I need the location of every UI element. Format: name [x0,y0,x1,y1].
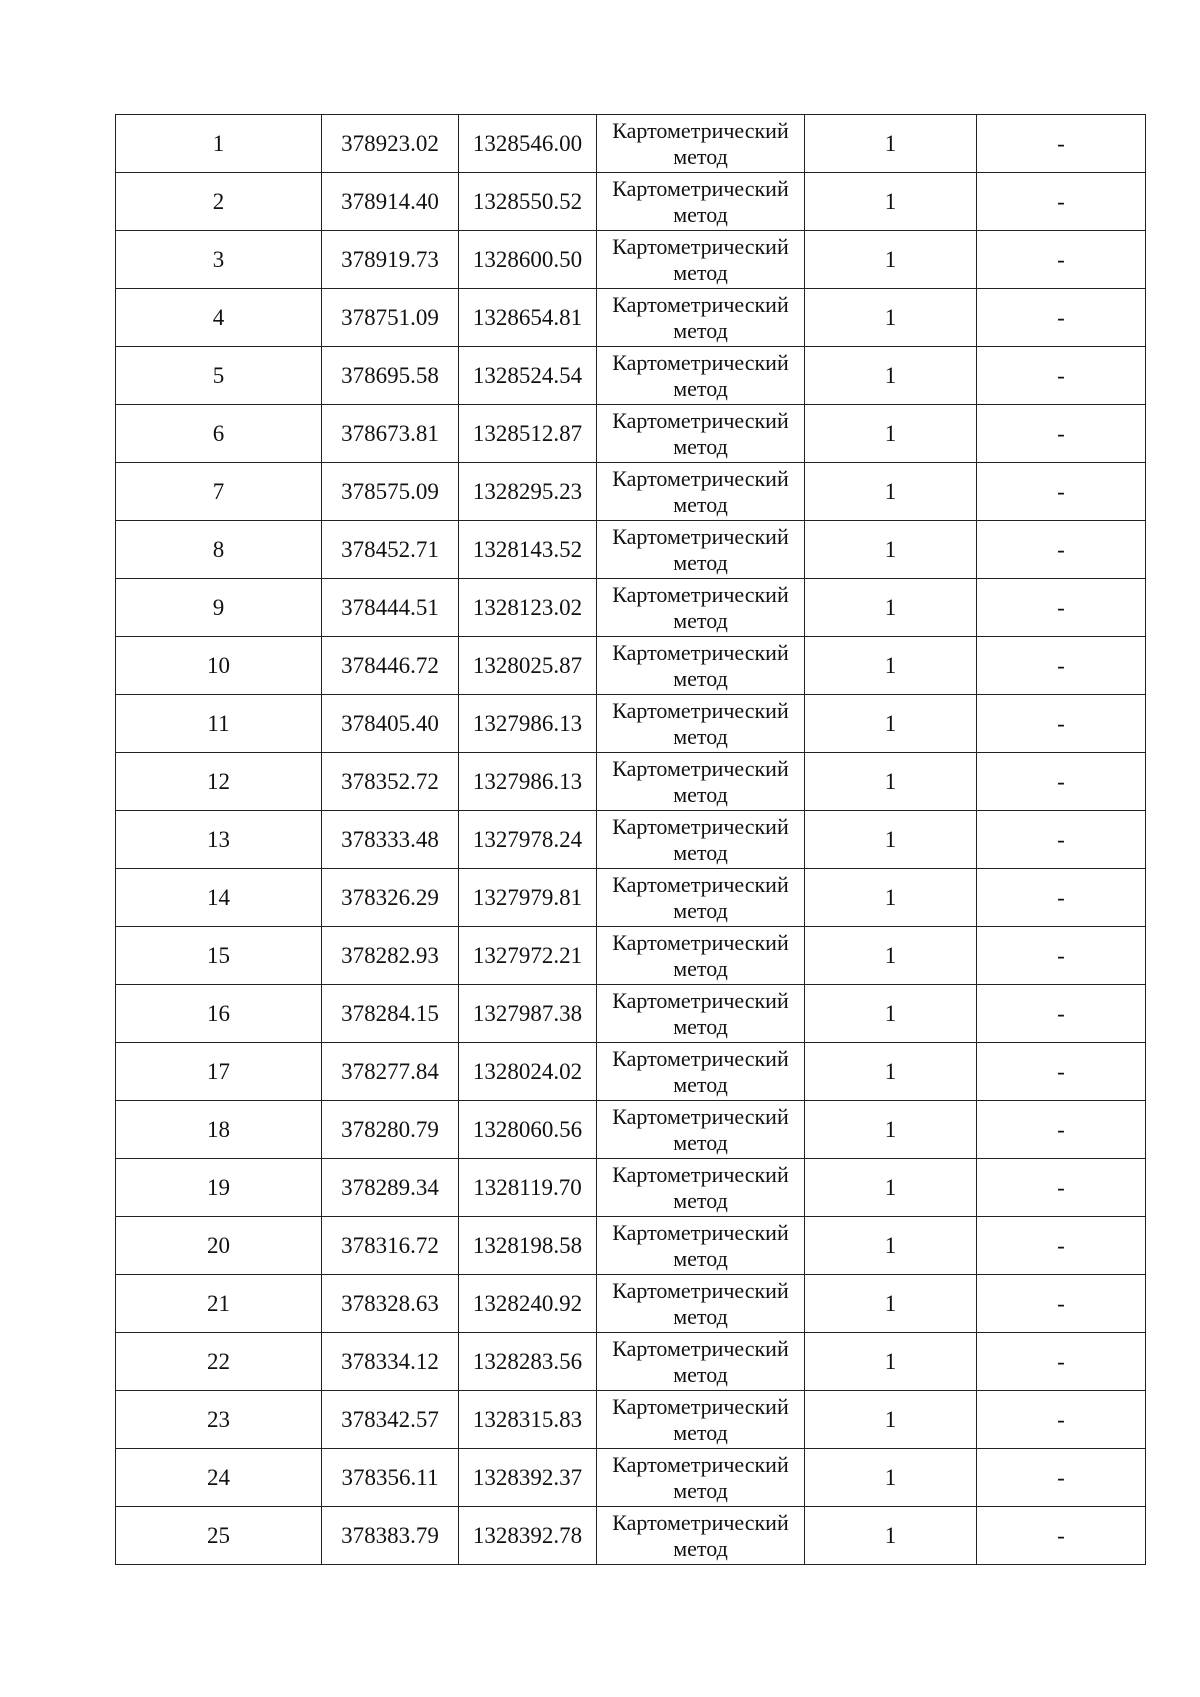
method-cell [597,637,805,695]
accuracy-cell: 1 [805,231,977,289]
note-cell: - [977,695,1146,753]
y-coordinate-cell: 1328295.23 [459,463,597,521]
table-row [116,463,1146,521]
accuracy-cell: 1 [805,1159,977,1217]
point-number-cell: 2 [116,173,322,231]
note-cell: - [977,579,1146,637]
point-number-cell: 24 [116,1449,322,1507]
point-number-cell: 7 [116,463,322,521]
accuracy-cell: 1 [805,115,977,173]
method-line-1: Картометрический [612,755,789,781]
method-cell [597,173,805,231]
table-row [116,1217,1146,1275]
note-cell: - [977,1217,1146,1275]
point-number-cell: 13 [116,811,322,869]
accuracy-cell: 1 [805,463,977,521]
point-number-cell: 10 [116,637,322,695]
x-coordinate-cell: 378342.57 [322,1391,459,1449]
x-coordinate-cell: 378356.11 [322,1449,459,1507]
x-coordinate-cell: 378923.02 [322,115,459,173]
point-number-cell: 1 [116,115,322,173]
x-coordinate-cell: 378405.40 [322,695,459,753]
method-line-1: Картометрический [612,1219,789,1245]
y-coordinate-cell: 1328392.37 [459,1449,597,1507]
accuracy-cell: 1 [805,1043,977,1101]
y-coordinate-cell: 1328198.58 [459,1217,597,1275]
point-number-cell: 9 [116,579,322,637]
note-cell: - [977,927,1146,985]
y-coordinate-cell: 1328512.87 [459,405,597,463]
method-line-1: Картометрический [612,1509,789,1535]
note-cell: - [977,173,1146,231]
note-cell: - [977,231,1146,289]
method-line-2: метод [673,665,728,691]
method-line-2: метод [673,549,728,575]
y-coordinate-cell: 1328060.56 [459,1101,597,1159]
method-line-2: метод [673,1361,728,1387]
accuracy-cell: 1 [805,811,977,869]
table-row [116,1449,1146,1507]
point-number-cell: 6 [116,405,322,463]
point-number-cell: 19 [116,1159,322,1217]
method-cell [597,811,805,869]
accuracy-cell: 1 [805,173,977,231]
table-row [116,1333,1146,1391]
method-cell [597,1333,805,1391]
y-coordinate-cell: 1328600.50 [459,231,597,289]
x-coordinate-cell: 378277.84 [322,1043,459,1101]
x-coordinate-cell: 378914.40 [322,173,459,231]
point-number-cell: 5 [116,347,322,405]
method-cell [597,231,805,289]
table-row [116,985,1146,1043]
y-coordinate-cell: 1328654.81 [459,289,597,347]
method-line-1: Картометрический [612,987,789,1013]
x-coordinate-cell: 378282.93 [322,927,459,985]
note-cell: - [977,115,1146,173]
accuracy-cell: 1 [805,1391,977,1449]
point-number-cell: 8 [116,521,322,579]
point-number-cell: 23 [116,1391,322,1449]
method-cell [597,463,805,521]
method-line-1: Картометрический [612,465,789,491]
method-line-2: метод [673,433,728,459]
point-number-cell: 3 [116,231,322,289]
method-line-2: метод [673,955,728,981]
method-line-2: метод [673,1477,728,1503]
table-row [116,231,1146,289]
note-cell: - [977,753,1146,811]
method-cell [597,405,805,463]
method-line-1: Картометрический [612,697,789,723]
method-line-1: Картометрический [612,117,789,143]
point-number-cell: 15 [116,927,322,985]
note-cell: - [977,637,1146,695]
method-cell [597,869,805,927]
point-number-cell: 20 [116,1217,322,1275]
method-line-2: метод [673,897,728,923]
table-row [116,1275,1146,1333]
x-coordinate-cell: 378352.72 [322,753,459,811]
method-line-2: метод [673,1245,728,1271]
y-coordinate-cell: 1328143.52 [459,521,597,579]
method-line-2: метод [673,375,728,401]
table-row [116,289,1146,347]
method-line-1: Картометрический [612,1161,789,1187]
x-coordinate-cell: 378673.81 [322,405,459,463]
method-line-1: Картометрический [612,813,789,839]
y-coordinate-cell: 1327978.24 [459,811,597,869]
note-cell: - [977,289,1146,347]
method-cell [597,985,805,1043]
method-cell [597,579,805,637]
y-coordinate-cell: 1327979.81 [459,869,597,927]
method-line-1: Картометрический [612,639,789,665]
y-coordinate-cell: 1327972.21 [459,927,597,985]
x-coordinate-cell: 378444.51 [322,579,459,637]
note-cell: - [977,1391,1146,1449]
method-line-2: метод [673,259,728,285]
accuracy-cell: 1 [805,347,977,405]
accuracy-cell: 1 [805,405,977,463]
method-line-1: Картометрический [612,1277,789,1303]
method-line-2: метод [673,839,728,865]
point-number-cell: 21 [116,1275,322,1333]
method-line-2: метод [673,1129,728,1155]
method-line-2: метод [673,491,728,517]
table-row [116,1101,1146,1159]
point-number-cell: 11 [116,695,322,753]
note-cell: - [977,1449,1146,1507]
table-row [116,1507,1146,1565]
y-coordinate-cell: 1328315.83 [459,1391,597,1449]
y-coordinate-cell: 1327986.13 [459,695,597,753]
point-number-cell: 22 [116,1333,322,1391]
note-cell: - [977,1159,1146,1217]
method-cell [597,289,805,347]
method-line-1: Картометрический [612,523,789,549]
method-line-2: метод [673,1535,728,1561]
table-row [116,695,1146,753]
y-coordinate-cell: 1328119.70 [459,1159,597,1217]
y-coordinate-cell: 1328550.52 [459,173,597,231]
x-coordinate-cell: 378328.63 [322,1275,459,1333]
note-cell: - [977,985,1146,1043]
method-line-1: Картометрический [612,291,789,317]
table-row [116,173,1146,231]
y-coordinate-cell: 1327987.38 [459,985,597,1043]
method-cell [597,1391,805,1449]
method-line-1: Картометрический [612,1451,789,1477]
note-cell: - [977,521,1146,579]
y-coordinate-cell: 1327986.13 [459,753,597,811]
y-coordinate-cell: 1328546.00 [459,115,597,173]
accuracy-cell: 1 [805,521,977,579]
x-coordinate-cell: 378575.09 [322,463,459,521]
accuracy-cell: 1 [805,753,977,811]
method-cell [597,1275,805,1333]
x-coordinate-cell: 378452.71 [322,521,459,579]
table-row [116,1043,1146,1101]
coordinates-table [115,114,1146,1565]
method-line-1: Картометрический [612,175,789,201]
point-number-cell: 14 [116,869,322,927]
table-row [116,1391,1146,1449]
method-line-2: метод [673,317,728,343]
y-coordinate-cell: 1328524.54 [459,347,597,405]
point-number-cell: 12 [116,753,322,811]
accuracy-cell: 1 [805,1449,977,1507]
method-line-2: метод [673,1303,728,1329]
method-line-2: метод [673,1071,728,1097]
accuracy-cell: 1 [805,579,977,637]
method-line-2: метод [673,781,728,807]
x-coordinate-cell: 378316.72 [322,1217,459,1275]
accuracy-cell: 1 [805,695,977,753]
y-coordinate-cell: 1328392.78 [459,1507,597,1565]
y-coordinate-cell: 1328024.02 [459,1043,597,1101]
accuracy-cell: 1 [805,1217,977,1275]
table-row [116,811,1146,869]
method-line-1: Картометрический [612,233,789,259]
accuracy-cell: 1 [805,1101,977,1159]
table-row [116,579,1146,637]
method-line-1: Картометрический [612,349,789,375]
note-cell: - [977,463,1146,521]
note-cell: - [977,811,1146,869]
method-line-2: метод [673,143,728,169]
accuracy-cell: 1 [805,985,977,1043]
point-number-cell: 18 [116,1101,322,1159]
table-row [116,927,1146,985]
x-coordinate-cell: 378284.15 [322,985,459,1043]
x-coordinate-cell: 378333.48 [322,811,459,869]
method-cell [597,695,805,753]
table-row [116,115,1146,173]
table-row [116,869,1146,927]
method-cell [597,927,805,985]
method-line-1: Картометрический [612,1393,789,1419]
method-line-2: метод [673,1419,728,1445]
method-line-1: Картометрический [612,581,789,607]
y-coordinate-cell: 1328283.56 [459,1333,597,1391]
table-row [116,405,1146,463]
method-line-2: метод [673,1013,728,1039]
accuracy-cell: 1 [805,869,977,927]
method-cell [597,1217,805,1275]
method-line-1: Картометрический [612,929,789,955]
method-line-1: Картометрический [612,1045,789,1071]
accuracy-cell: 1 [805,1507,977,1565]
note-cell: - [977,1101,1146,1159]
x-coordinate-cell: 378289.34 [322,1159,459,1217]
note-cell: - [977,405,1146,463]
method-cell [597,1043,805,1101]
method-line-2: метод [673,723,728,749]
point-number-cell: 17 [116,1043,322,1101]
coordinates-table-body [116,115,1146,1565]
table-row [116,521,1146,579]
table-row [116,1159,1146,1217]
method-cell [597,1449,805,1507]
note-cell: - [977,347,1146,405]
accuracy-cell: 1 [805,289,977,347]
x-coordinate-cell: 378751.09 [322,289,459,347]
accuracy-cell: 1 [805,927,977,985]
x-coordinate-cell: 378919.73 [322,231,459,289]
point-number-cell: 25 [116,1507,322,1565]
method-cell [597,1101,805,1159]
method-cell [597,1159,805,1217]
method-line-2: метод [673,607,728,633]
x-coordinate-cell: 378383.79 [322,1507,459,1565]
y-coordinate-cell: 1328240.92 [459,1275,597,1333]
method-line-1: Картометрический [612,871,789,897]
x-coordinate-cell: 378695.58 [322,347,459,405]
method-cell [597,347,805,405]
method-cell [597,115,805,173]
method-line-1: Картометрический [612,1103,789,1129]
table-row [116,753,1146,811]
y-coordinate-cell: 1328123.02 [459,579,597,637]
note-cell: - [977,1507,1146,1565]
note-cell: - [977,1333,1146,1391]
accuracy-cell: 1 [805,637,977,695]
x-coordinate-cell: 378334.12 [322,1333,459,1391]
note-cell: - [977,1275,1146,1333]
y-coordinate-cell: 1328025.87 [459,637,597,695]
accuracy-cell: 1 [805,1275,977,1333]
method-line-1: Картометрический [612,1335,789,1361]
table-row [116,637,1146,695]
point-number-cell: 4 [116,289,322,347]
x-coordinate-cell: 378326.29 [322,869,459,927]
method-cell [597,1507,805,1565]
method-line-2: метод [673,1187,728,1213]
accuracy-cell: 1 [805,1333,977,1391]
note-cell: - [977,1043,1146,1101]
x-coordinate-cell: 378446.72 [322,637,459,695]
method-line-1: Картометрический [612,407,789,433]
table-row [116,347,1146,405]
point-number-cell: 16 [116,985,322,1043]
method-line-2: метод [673,201,728,227]
x-coordinate-cell: 378280.79 [322,1101,459,1159]
method-cell [597,753,805,811]
note-cell: - [977,869,1146,927]
method-cell [597,521,805,579]
